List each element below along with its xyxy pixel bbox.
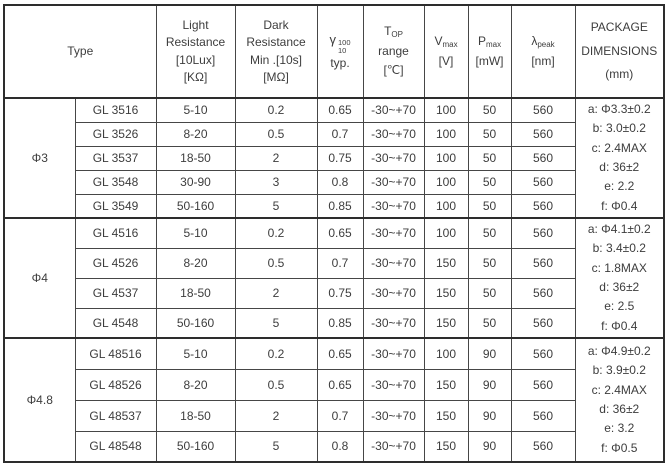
pmax-symbol: P — [477, 34, 486, 48]
cell-model: GL 48548 — [75, 431, 156, 462]
cell-model: GL 3516 — [75, 98, 156, 122]
cell-pmax: 50 — [468, 308, 511, 338]
header-row — [4, 5, 664, 98]
gamma-superscript: 100 — [338, 37, 351, 47]
group-type-cell: Φ4 — [4, 218, 75, 338]
cell-dark-resistance: 2 — [235, 400, 317, 431]
pmax-subscript: max — [485, 40, 502, 49]
cell-dark-resistance: 0.2 — [235, 98, 317, 122]
cell-model: GL 48537 — [75, 400, 156, 431]
cell-light-resistance: 5-10 — [156, 338, 235, 369]
package-dimensions-cell — [575, 338, 664, 462]
gamma-subscript: 10 — [338, 45, 347, 55]
package-dim-d: d: 36±2 — [599, 402, 640, 416]
package-dim-f: f: Φ0.5 — [601, 440, 638, 455]
table-row — [4, 122, 664, 146]
cell-dark-resistance: 5 — [235, 431, 317, 462]
cell-vmax: 150 — [424, 400, 468, 431]
cell-pmax: 50 — [468, 194, 511, 218]
cell-vmax: 100 — [424, 170, 468, 194]
package-dim-c: c: 1.8MAX — [591, 260, 647, 275]
package-dim-a: a: Φ3.3±0.2 — [587, 101, 651, 116]
package-dim-b: b: 3.0±0.2 — [592, 121, 646, 136]
cell-light-resistance: 5-10 — [156, 98, 235, 122]
cell-vmax: 100 — [424, 146, 468, 170]
table-row — [4, 146, 664, 170]
cell-top-range: -30~+70 — [363, 369, 424, 400]
light-resistance-line2: Resistance — [165, 35, 226, 50]
cell-pmax: 90 — [468, 369, 511, 400]
table-row — [4, 400, 664, 431]
package-header-line2: DIMENSIONS — [581, 43, 658, 58]
cell-pmax: 50 — [468, 146, 511, 170]
cell-pmax: 50 — [468, 278, 511, 308]
vmax-symbol: V — [434, 34, 443, 48]
cell-lambda-peak: 560 — [511, 338, 575, 369]
package-dimensions-cell — [575, 98, 664, 218]
gamma-symbol-line — [318, 31, 363, 55]
cell-top-range: -30~+70 — [363, 400, 424, 431]
cell-top-range: -30~+70 — [363, 122, 424, 146]
cell-top-range: -30~+70 — [363, 248, 424, 278]
cell-gamma: 0.85 — [317, 308, 363, 338]
package-dim-a: a: Φ4.9±0.2 — [587, 343, 651, 358]
cell-top-range: -30~+70 — [363, 431, 424, 462]
cell-top-range: -30~+70 — [363, 338, 424, 369]
cell-top-range: -30~+70 — [363, 308, 424, 338]
cell-gamma: 0.75 — [317, 146, 363, 170]
cell-light-resistance: 18-50 — [156, 146, 235, 170]
cell-lambda-peak: 560 — [511, 308, 575, 338]
cell-pmax: 90 — [468, 400, 511, 431]
lambda-unit-label: [nm] — [531, 53, 555, 68]
cell-gamma: 0.85 — [317, 194, 363, 218]
cell-lambda-peak: 560 — [511, 400, 575, 431]
table-row — [4, 194, 664, 218]
top-symbol-line — [364, 22, 424, 42]
cell-model: GL 4526 — [75, 248, 156, 278]
package-dim-e: e: 2.2 — [604, 179, 635, 194]
col-header-top-range — [363, 5, 424, 98]
cell-light-resistance: 5-10 — [156, 218, 235, 248]
cell-vmax: 100 — [424, 218, 468, 248]
cell-gamma: 0.7 — [317, 248, 363, 278]
cell-top-range: -30~+70 — [363, 146, 424, 170]
package-dim-e: e: 3.2 — [604, 421, 635, 436]
table-row — [4, 170, 664, 194]
cell-light-resistance: 50-160 — [156, 194, 235, 218]
gamma-symbol: γ — [329, 31, 336, 47]
table-row — [4, 278, 664, 308]
cell-model: GL 3549 — [75, 194, 156, 218]
col-header-dark-resistance — [235, 5, 317, 98]
col-header-lambda-peak — [511, 5, 575, 98]
cell-model: GL 3537 — [75, 146, 156, 170]
cell-dark-resistance: 2 — [235, 278, 317, 308]
cell-light-resistance: 8-20 — [156, 248, 235, 278]
package-header-line3: (mm) — [605, 67, 634, 82]
lambda-symbol-line — [512, 32, 575, 52]
cell-pmax: 50 — [468, 122, 511, 146]
cell-vmax: 100 — [424, 194, 468, 218]
package-dim-d: d: 36±2 — [599, 160, 640, 174]
cell-gamma: 0.8 — [317, 431, 363, 462]
vmax-subscript: max — [442, 40, 458, 49]
table-row — [4, 431, 664, 462]
light-resistance-line1: Light — [182, 17, 209, 32]
cell-model: GL 48526 — [75, 369, 156, 400]
cell-top-range: -30~+70 — [363, 278, 424, 308]
lambda-symbol: λ — [531, 34, 538, 48]
cell-top-range: -30~+70 — [363, 194, 424, 218]
cell-pmax: 50 — [468, 98, 511, 122]
cell-gamma: 0.65 — [317, 338, 363, 369]
cell-lambda-peak: 560 — [511, 431, 575, 462]
cell-top-range: -30~+70 — [363, 218, 424, 248]
cell-light-resistance: 30-90 — [156, 170, 235, 194]
cell-light-resistance: 8-20 — [156, 122, 235, 146]
cell-gamma: 0.8 — [317, 170, 363, 194]
cell-dark-resistance: 3 — [235, 170, 317, 194]
cell-light-resistance: 18-50 — [156, 400, 235, 431]
cell-gamma: 0.65 — [317, 218, 363, 248]
spec-table — [3, 4, 665, 463]
cell-pmax: 50 — [468, 248, 511, 278]
cell-light-resistance: 18-50 — [156, 278, 235, 308]
col-header-light-resistance — [156, 5, 235, 98]
cell-model: GL 4537 — [75, 278, 156, 308]
cell-vmax: 100 — [424, 122, 468, 146]
cell-vmax: 100 — [424, 98, 468, 122]
package-dim-d: d: 36±2 — [599, 280, 640, 294]
cell-light-resistance: 50-160 — [156, 431, 235, 462]
cell-model: GL 3526 — [75, 122, 156, 146]
cell-pmax: 50 — [468, 170, 511, 194]
col-header-pmax — [468, 5, 511, 98]
cell-vmax: 150 — [424, 369, 468, 400]
cell-light-resistance: 50-160 — [156, 308, 235, 338]
top-unit-label: [℃] — [383, 63, 404, 78]
cell-vmax: 150 — [424, 308, 468, 338]
cell-dark-resistance: 0.5 — [235, 369, 317, 400]
package-dim-f: f: Φ0.4 — [601, 318, 638, 333]
cell-gamma: 0.7 — [317, 400, 363, 431]
cell-top-range: -30~+70 — [363, 98, 424, 122]
group-type-cell: Φ4.8 — [4, 338, 75, 462]
cell-gamma: 0.65 — [317, 369, 363, 400]
package-dim-b: b: 3.9±0.2 — [592, 363, 646, 378]
cell-lambda-peak: 560 — [511, 248, 575, 278]
cell-pmax: 90 — [468, 338, 511, 369]
cell-lambda-peak: 560 — [511, 98, 575, 122]
cell-lambda-peak: 560 — [511, 146, 575, 170]
light-resistance-line4: [KΩ] — [183, 69, 208, 84]
package-dim-c: c: 2.4MAX — [591, 382, 647, 397]
cell-dark-resistance: 0.2 — [235, 338, 317, 369]
package-dimensions-cell — [575, 218, 664, 338]
cell-vmax: 150 — [424, 248, 468, 278]
group-type-cell: Φ3 — [4, 98, 75, 218]
cell-lambda-peak: 560 — [511, 278, 575, 308]
package-dim-e: e: 2.5 — [604, 299, 635, 314]
table-row — [4, 248, 664, 278]
cell-pmax: 50 — [468, 218, 511, 248]
cell-dark-resistance: 0.5 — [235, 248, 317, 278]
table-row — [4, 338, 664, 369]
cell-dark-resistance: 0.2 — [235, 218, 317, 248]
gamma-typ-label: typ. — [330, 55, 350, 70]
col-header-package-dimensions — [575, 5, 664, 98]
package-dim-b: b: 3.4±0.2 — [592, 241, 646, 256]
cell-top-range: -30~+70 — [363, 170, 424, 194]
table-row — [4, 369, 664, 400]
lambda-subscript: peak — [537, 40, 555, 49]
package-dim-a: a: Φ4.1±0.2 — [587, 221, 651, 236]
top-subscript: OP — [391, 30, 403, 40]
cell-gamma: 0.65 — [317, 98, 363, 122]
cell-gamma: 0.7 — [317, 122, 363, 146]
dark-resistance-line2: Resistance — [246, 35, 306, 50]
dark-resistance-line3: Min .[10s] — [250, 52, 303, 67]
package-dim-c: c: 2.4MAX — [591, 140, 647, 155]
dark-resistance-line4: [MΩ] — [263, 69, 289, 84]
cell-model: GL 48516 — [75, 338, 156, 369]
cell-dark-resistance: 0.5 — [235, 122, 317, 146]
top-range-label: range — [378, 44, 409, 59]
table-row — [4, 218, 664, 248]
cell-vmax: 150 — [424, 278, 468, 308]
cell-model: GL 4516 — [75, 218, 156, 248]
pmax-unit-label: [mW] — [475, 53, 504, 68]
dark-resistance-line1: Dark — [263, 17, 289, 32]
cell-model: GL 3548 — [75, 170, 156, 194]
vmax-symbol-line — [425, 32, 468, 52]
cell-light-resistance: 8-20 — [156, 369, 235, 400]
table-row — [4, 98, 664, 122]
col-header-gamma — [317, 5, 363, 98]
top-symbol: T — [384, 24, 392, 39]
cell-lambda-peak: 560 — [511, 194, 575, 218]
pmax-symbol-line — [469, 32, 511, 52]
cell-lambda-peak: 560 — [511, 369, 575, 400]
cell-pmax: 90 — [468, 431, 511, 462]
cell-lambda-peak: 560 — [511, 218, 575, 248]
col-header-type: Type — [4, 5, 156, 98]
cell-dark-resistance: 5 — [235, 194, 317, 218]
cell-lambda-peak: 560 — [511, 170, 575, 194]
package-dim-f: f: Φ0.4 — [601, 198, 638, 213]
gamma-supsub — [338, 39, 351, 55]
cell-dark-resistance: 2 — [235, 146, 317, 170]
cell-lambda-peak: 560 — [511, 122, 575, 146]
vmax-unit-label: [V] — [438, 53, 454, 68]
col-header-vmax — [424, 5, 468, 98]
cell-dark-resistance: 5 — [235, 308, 317, 338]
table-row — [4, 308, 664, 338]
cell-vmax: 100 — [424, 338, 468, 369]
light-resistance-line3: [10Lux] — [175, 52, 216, 67]
cell-vmax: 150 — [424, 431, 468, 462]
cell-model: GL 4548 — [75, 308, 156, 338]
cell-gamma: 0.75 — [317, 278, 363, 308]
package-header-line1: PACKAGE — [590, 20, 648, 35]
